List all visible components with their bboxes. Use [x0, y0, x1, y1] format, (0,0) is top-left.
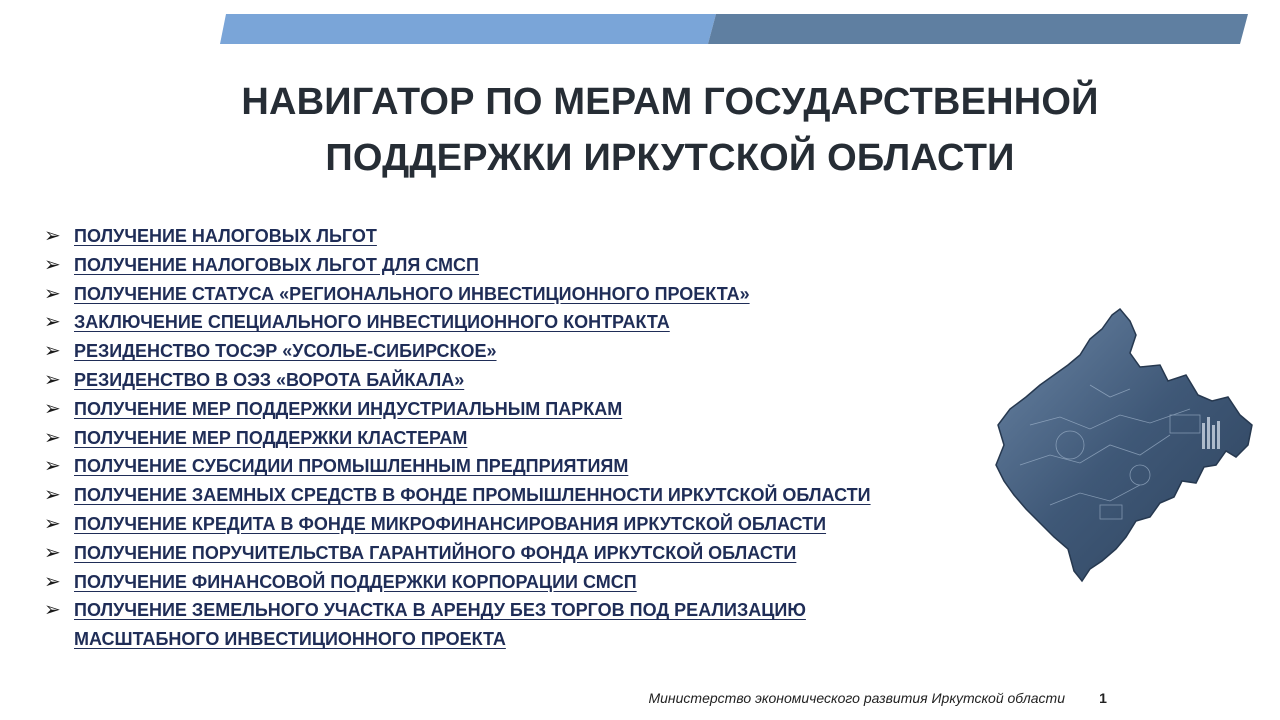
irkutsk-region-map — [990, 305, 1260, 595]
arrow-bullet-icon: ➢ — [44, 599, 61, 622]
header-decor-bar — [0, 0, 1280, 50]
list-item — [44, 308, 1024, 337]
list-item — [44, 251, 1024, 280]
page-title — [150, 74, 1190, 186]
list-item — [44, 366, 1024, 395]
list-item — [44, 510, 1024, 539]
list-item — [44, 222, 1024, 251]
arrow-bullet-icon: ➢ — [44, 397, 61, 420]
support-measure-link[interactable]: ПОЛУЧЕНИЕ СУБСИДИИ ПРОМЫШЛЕННЫМ ПРЕДПРИЯТИЯМ — [74, 456, 629, 477]
list-item — [44, 280, 1024, 309]
list-item — [44, 424, 1024, 453]
support-measure-link[interactable]: ПОЛУЧЕНИЕ ФИНАНСОВОЙ ПОДДЕРЖКИ КОРПОРАЦИИ СМСП — [74, 571, 637, 592]
support-measure-link[interactable]: ПОЛУЧЕНИЕ МЕР ПОДДЕРЖКИ ИНДУСТРИАЛЬНЫМ ПАРКАМ — [74, 398, 623, 419]
arrow-bullet-icon: ➢ — [44, 311, 61, 334]
list-item — [44, 481, 1024, 510]
arrow-bullet-icon: ➢ — [44, 225, 61, 247]
support-measure-link[interactable]: ПОЛУЧЕНИЕ НАЛОГОВЫХ ЛЬГОТ ДЛЯ СМСП — [74, 254, 479, 275]
arrow-bullet-icon: ➢ — [44, 426, 61, 449]
page-title-line-1: НАВИГАТОР ПО МЕРАМ ГОСУДАРСТВЕННОЙ — [241, 81, 1099, 123]
list-item — [44, 337, 1024, 366]
support-measure-link[interactable]: ПОЛУЧЕНИЕ МЕР ПОДДЕРЖКИ КЛАСТЕРАМ — [74, 427, 468, 448]
arrow-bullet-icon: ➢ — [44, 282, 61, 305]
list-item — [44, 539, 1024, 568]
support-measure-link[interactable]: ПОЛУЧЕНИЕ НАЛОГОВЫХ ЛЬГОТ — [74, 226, 377, 246]
arrow-bullet-icon: ➢ — [44, 484, 61, 507]
support-measure-link[interactable]: ПОЛУЧЕНИЕ ЗЕМЕЛЬНОГО УЧАСТКА В АРЕНДУ БЕЗ ТОРГОВ ПОД РЕАЛИЗАЦИЮ МАСШТАБНОГО ИНВЕСТИЦИОННОГО ПРОЕКТА — [74, 600, 806, 650]
arrow-bullet-icon: ➢ — [44, 340, 61, 363]
arrow-bullet-icon: ➢ — [44, 512, 61, 535]
support-measures-list — [44, 222, 1024, 654]
list-item — [44, 596, 1024, 654]
list-item — [44, 395, 1024, 424]
support-measure-link[interactable]: ЗАКЛЮЧЕНИЕ СПЕЦИАЛЬНОГО ИНВЕСТИЦИОННОГО КОНТРАКТА — [74, 312, 670, 333]
arrow-bullet-icon: ➢ — [44, 368, 61, 391]
footer-ministry: Министерство экономического развития Иркутской области — [648, 690, 1065, 706]
arrow-bullet-icon: ➢ — [44, 253, 61, 276]
page-title-line-2: ПОДДЕРЖКИ ИРКУТСКОЙ ОБЛАСТИ — [325, 137, 1015, 179]
support-measure-link[interactable]: РЕЗИДЕНСТВО ТОСЭР «УСОЛЬЕ-СИБИРСКОЕ» — [74, 341, 497, 362]
header-bar-light — [220, 14, 716, 44]
arrow-bullet-icon: ➢ — [44, 541, 61, 564]
support-measure-link[interactable]: ПОЛУЧЕНИЕ ЗАЕМНЫХ СРЕДСТВ В ФОНДЕ ПРОМЫШЛЕННОСТИ ИРКУТСКОЙ ОБЛАСТИ — [74, 485, 871, 506]
header-bar-dark — [708, 14, 1248, 44]
list-item — [44, 452, 1024, 481]
page-number: 1 — [1099, 690, 1107, 706]
arrow-bullet-icon: ➢ — [44, 570, 61, 593]
list-item — [44, 568, 1024, 597]
support-measure-link[interactable]: ПОЛУЧЕНИЕ КРЕДИТА В ФОНДЕ МИКРОФИНАНСИРОВАНИЯ ИРКУТСКОЙ ОБЛАСТИ — [74, 513, 827, 534]
support-measure-link[interactable]: ПОЛУЧЕНИЕ СТАТУСА «РЕГИОНАЛЬНОГО ИНВЕСТИЦИОННОГО ПРОЕКТА» — [74, 283, 750, 304]
support-measure-link[interactable]: РЕЗИДЕНСТВО В ОЭЗ «ВОРОТА БАЙКАЛА» — [74, 369, 465, 390]
support-measure-link[interactable]: ПОЛУЧЕНИЕ ПОРУЧИТЕЛЬСТВА ГАРАНТИЙНОГО ФОНДА ИРКУТСКОЙ ОБЛАСТИ — [74, 542, 797, 563]
arrow-bullet-icon: ➢ — [44, 455, 61, 478]
